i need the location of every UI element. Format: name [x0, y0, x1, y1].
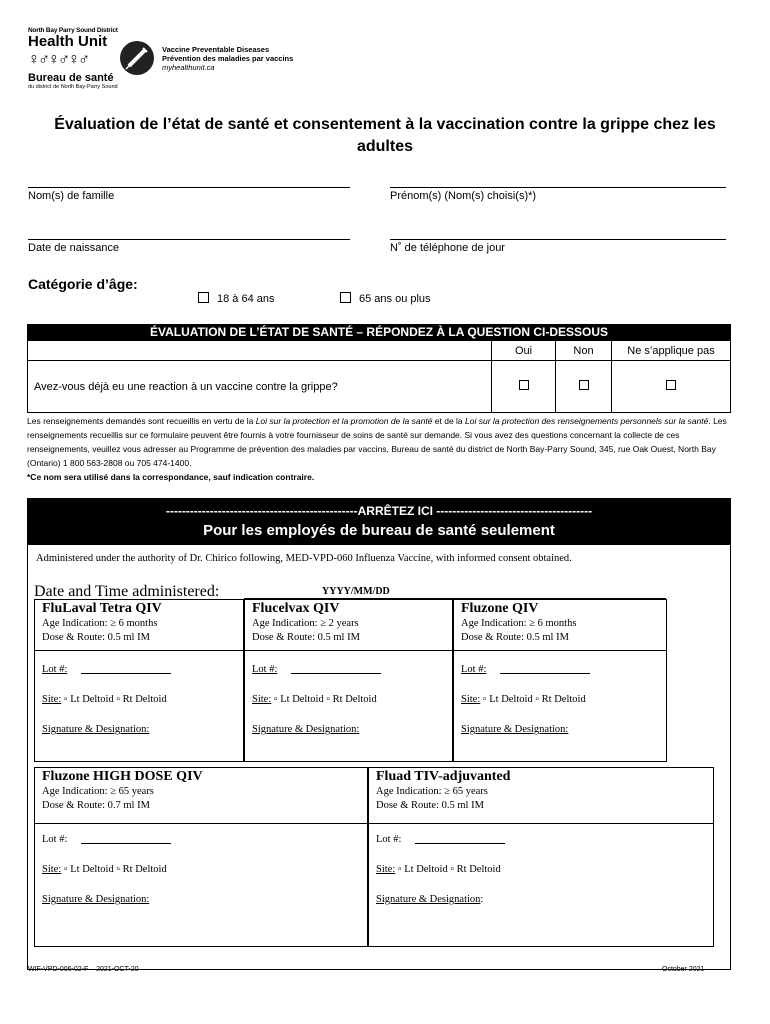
lot-label: Lot #: — [42, 834, 68, 845]
given-name-label: Prénom(s) (Nom(s) choisi(s)*) — [390, 190, 537, 202]
logo-district: North Bay Parry Sound District — [28, 27, 118, 34]
answer-no[interactable] — [556, 361, 612, 413]
site-field[interactable] — [42, 694, 167, 705]
site-field[interactable] — [376, 864, 501, 875]
signature-field[interactable]: Signature & Designation: — [252, 724, 360, 735]
vaccine-box-flulaval — [34, 599, 244, 762]
vaccine-age: Age Indication: ≥ 6 months — [42, 618, 158, 629]
site-options[interactable]: ▫ Lt Deltoid ▫ Rt Deltoid — [397, 864, 501, 875]
checkbox-icon[interactable] — [519, 380, 529, 390]
privacy-text-2: et de la — [432, 416, 466, 426]
signature-field[interactable]: Signature & Designation: — [461, 724, 569, 735]
logo-bureau: Bureau de santé — [28, 72, 114, 84]
privacy-law-1: Loi sur la protection et la promotion de la santé — [255, 416, 433, 426]
stop-here-text: ------------------------------------------------ARRÊTEZ ICI --------------------------------------- — [165, 504, 593, 518]
lot-field[interactable] — [461, 664, 590, 675]
staff-only-text: Pour les employés de bureau de santé seulement — [203, 522, 555, 539]
signature-field[interactable]: Signature & Designation: — [376, 894, 484, 905]
vaccine-dose: Dose & Route: 0.5 ml IM — [252, 632, 360, 643]
vaccine-name: Fluzone HIGH DOSE QIV — [42, 769, 203, 784]
signature-label: Signature & Designation — [42, 894, 147, 905]
lot-field[interactable] — [42, 834, 171, 845]
signature-field[interactable]: Signature & Designation: — [42, 894, 150, 905]
vaccine-box-fluzone — [453, 599, 667, 762]
family-name-label: Nom(s) de famille — [28, 190, 115, 202]
lot-label: Lot #: — [461, 664, 487, 675]
checkbox-icon[interactable] — [340, 292, 351, 303]
syringe-icon — [120, 41, 154, 75]
age-option-18-64[interactable] — [198, 292, 275, 305]
lot-field[interactable] — [376, 834, 505, 845]
logo-health-unit: Health Unit — [28, 33, 108, 50]
lot-label: Lot #: — [252, 664, 278, 675]
program-fr: Prévention des maladies par vaccins — [162, 54, 294, 63]
vaccine-name: Fluad TIV-adjuvanted — [376, 769, 511, 784]
dob-label: Date de naissance — [28, 242, 120, 254]
phone-field[interactable] — [390, 228, 726, 254]
form-date: October 2021 — [662, 966, 705, 973]
privacy-law-2: Loi sur la protection des renseignements personnels sur la santé — [465, 416, 709, 426]
question-text: Avez-vous déjà eu une reaction à un vaccine contre la grippe? — [28, 361, 492, 413]
site-label: Site: — [42, 864, 62, 875]
vaccine-age: Age Indication: ≥ 65 years — [42, 786, 154, 797]
site-options[interactable]: ▫ Lt Deltoid ▫ Rt Deltoid — [482, 694, 586, 705]
family-name-field[interactable] — [28, 176, 350, 202]
datetime-label: Date and Time administered: — [34, 583, 220, 600]
answer-na[interactable] — [612, 361, 731, 413]
privacy-notice — [27, 414, 731, 484]
lot-field[interactable] — [42, 664, 171, 675]
page-title: Évaluation de l’état de santé et consentement à la vaccination contre la grippe chez les adultes — [54, 116, 716, 155]
site-label: Site: — [252, 694, 272, 705]
site-label: Site: — [461, 694, 481, 705]
signature-label: Signature & Designation — [376, 894, 481, 905]
signature-label: Signature & Designation — [42, 724, 147, 735]
privacy-text-1: Les renseignements demandés sont recueillis en vertu de la — [27, 416, 256, 426]
vaccine-dose: Dose & Route: 0.5 ml IM — [42, 632, 150, 643]
vaccine-box-fluad — [368, 767, 714, 947]
people-icon: ♀♂♀♂♀♂ — [28, 51, 88, 68]
vaccine-name: Fluzone QIV — [461, 601, 539, 616]
lot-label: Lot #: — [376, 834, 402, 845]
site-label: Site: — [42, 694, 62, 705]
stop-here-banner — [27, 498, 731, 544]
program-website: myhealthunit.ca — [162, 63, 215, 72]
vaccine-box-flucelvax — [244, 599, 453, 762]
vaccine-dose: Dose & Route: 0.5 ml IM — [376, 800, 484, 811]
health-unit-logo — [28, 27, 118, 91]
lot-label: Lot #: — [42, 664, 68, 675]
health-assessment-table — [27, 340, 731, 413]
lot-field[interactable] — [252, 664, 381, 675]
program-en: Vaccine Preventable Diseases — [162, 45, 270, 54]
health-assessment-header: ÉVALUATION DE L’ÉTAT DE SANTÉ – RÉPONDEZ À LA QUESTION CI-DESSOUS — [27, 324, 731, 340]
vaccine-name: Flucelvax QIV — [252, 601, 340, 616]
signature-field[interactable]: Signature & Designation: — [42, 724, 150, 735]
privacy-text-3: . Les renseignements recueillis sur ce formulaire peuvent être fournis à votre fournisseur de soins de santé sur demande. Si vous avez des questions concernant la collecte de ces renseignements, veuillez vous adresser au Programme de prévention des maladies par vaccins, Bureau de santé du district de North Bay-Parry Sound, 345, rue Oak Ouest, North Bay (Ontario) 1 800 563-2808 ou 705 474-1400. — [27, 416, 727, 468]
authority-statement: Administered under the authority of Dr. Chirico following, MED-VPD-060 Influenza Vaccine, with informed consent obtained. — [36, 553, 572, 564]
site-field[interactable] — [461, 694, 586, 705]
program-name — [162, 45, 293, 72]
checkbox-icon[interactable] — [579, 380, 589, 390]
col-no: Non — [556, 341, 612, 361]
site-options[interactable]: ▫ Lt Deltoid ▫ Rt Deltoid — [63, 864, 167, 875]
col-yes: Oui — [492, 341, 556, 361]
col-na: Ne s’applique pas — [612, 341, 731, 361]
logo-bureau-sub: du district de North Bay-Parry Sound — [28, 84, 118, 90]
datetime-format: YYYY/MM/DD — [322, 586, 390, 597]
age-option-18-64-label: 18 à 64 ans — [217, 293, 275, 305]
site-field[interactable] — [42, 864, 167, 875]
age-category-title: Catégorie d’âge: — [28, 276, 138, 292]
signature-label: Signature & Designation — [252, 724, 357, 735]
answer-yes[interactable] — [492, 361, 556, 413]
signature-label: Signature & Designation — [461, 724, 566, 735]
vaccine-box-fluzone-high-dose — [34, 767, 368, 947]
form-code: WIF-VPD-006-02-F – 2021-OCT-20 — [28, 966, 139, 973]
site-options[interactable]: ▫ Lt Deltoid ▫ Rt Deltoid — [273, 694, 377, 705]
question-header-cell — [28, 341, 492, 361]
vaccine-age: Age Indication: ≥ 6 months — [461, 618, 577, 629]
checkbox-icon[interactable] — [198, 292, 209, 303]
site-label: Site: — [376, 864, 396, 875]
site-options[interactable]: ▫ Lt Deltoid ▫ Rt Deltoid — [63, 694, 167, 705]
age-option-65-plus-label: 65 ans ou plus — [359, 293, 431, 305]
phone-label: N˚ de téléphone de jour — [390, 242, 505, 254]
age-option-65-plus[interactable] — [340, 292, 431, 305]
vaccine-age: Age Indication: ≥ 65 years — [376, 786, 488, 797]
checkbox-icon[interactable] — [666, 380, 676, 390]
vaccine-name: FluLaval Tetra QIV — [42, 601, 162, 616]
privacy-note: *Ce nom sera utilisé dans la correspondance, sauf indication contraire. — [27, 472, 315, 482]
vaccine-dose: Dose & Route: 0.7 ml IM — [42, 800, 150, 811]
vaccine-dose: Dose & Route: 0.5 ml IM — [461, 632, 569, 643]
given-name-field[interactable] — [390, 176, 726, 202]
vaccine-age: Age Indication: ≥ 2 years — [252, 618, 359, 629]
dob-field[interactable] — [28, 228, 350, 254]
site-field[interactable] — [252, 694, 377, 705]
